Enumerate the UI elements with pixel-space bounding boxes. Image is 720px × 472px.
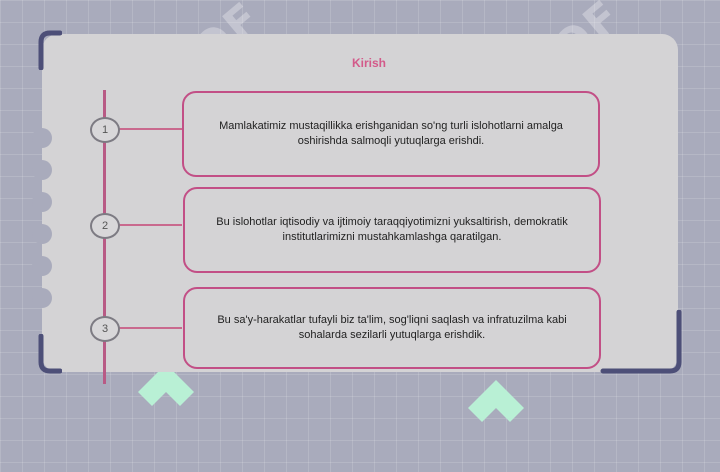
card-notch [32, 288, 52, 308]
corner-bracket-bottom-left [38, 334, 62, 374]
watermark-logo-icon [118, 360, 214, 456]
card-notch [32, 256, 52, 276]
step-number-circle-icon: 3 [90, 316, 120, 342]
step-text: Bu islohotlar iqtisodiy va ijtimoiy taraqqiyotimizni yuksaltirish, demokratik institutlarimizni mustahkamlashga qaratilgan. [216, 216, 568, 243]
timeline-connector [118, 128, 182, 130]
timeline-connector [118, 327, 182, 329]
card-notch [32, 192, 52, 212]
step-number-circle-icon: 1 [90, 117, 120, 143]
step-text: Bu sa'y-harakatlar tufayli biz ta'lim, sog'liqni saqlash va infratuzilma kabi sohalarda sezilarli yutuqlarga erishdik. [217, 314, 567, 341]
step-box-3 [183, 287, 601, 369]
step-number-circle-icon: 2 [90, 213, 120, 239]
timeline-connector [118, 224, 182, 226]
step-text: Mamlakatimiz mustaqillikka erishganidan so'ng turli islohotlarni amalga oshirishda salmoqli yutuqlarga erishdi. [219, 120, 563, 147]
page-title: Kirish [351, 56, 386, 70]
step-box-2 [183, 187, 601, 273]
step-box-1 [182, 91, 600, 177]
card-notch [32, 128, 52, 148]
card-notch [32, 160, 52, 180]
card-notch [32, 224, 52, 244]
corner-bracket-bottom-right [600, 310, 684, 374]
watermark-logo-icon [448, 376, 544, 472]
